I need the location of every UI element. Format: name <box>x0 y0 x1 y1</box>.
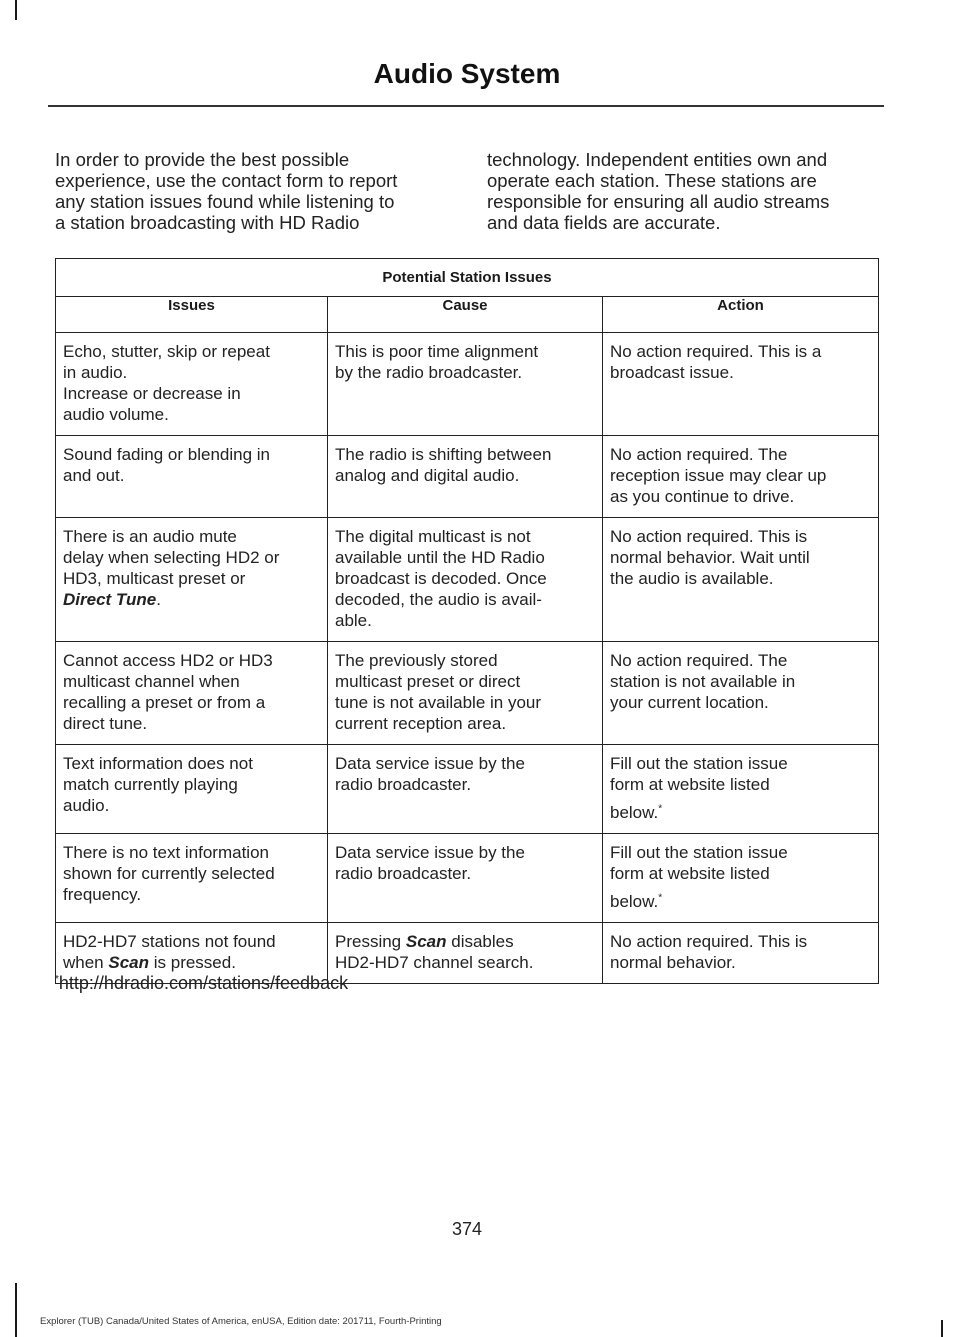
cell-line: No action required. The <box>610 445 788 464</box>
column-header-action: Action <box>603 297 879 333</box>
header-divider <box>48 105 884 107</box>
cell-line: audio volume. <box>63 405 169 424</box>
cell-line: station is not available in <box>610 672 796 691</box>
issue-cell <box>56 518 328 642</box>
cell-line: form at website listed <box>610 775 770 794</box>
intro-line: a station broadcasting with HD Radio <box>55 212 360 233</box>
action-cell <box>603 518 879 642</box>
footnote-marker: * <box>55 974 59 985</box>
action-cell <box>603 923 879 984</box>
table-row <box>56 333 879 436</box>
cell-line: Fill out the station issue <box>610 843 788 862</box>
cell-line: Text information does not <box>63 754 253 773</box>
action-cell <box>603 333 879 436</box>
cell-line: as you continue to drive. <box>610 487 795 506</box>
cell-line <box>335 931 596 952</box>
table-row <box>56 745 879 834</box>
cell-line <box>610 891 872 912</box>
edition-footer: Explorer (TUB) Canada/United States of America, enUSA, Edition date: 201711, Fourth-Printing <box>40 1316 442 1327</box>
table-row <box>56 518 879 642</box>
cell-text: Pressing <box>335 932 406 951</box>
intro-line: any station issues found while listening to <box>55 191 395 212</box>
cell-line: radio broadcaster. <box>335 864 472 883</box>
cell-text: below. <box>610 803 659 822</box>
cell-line: There is no text information <box>63 843 269 862</box>
cell-line <box>610 802 872 823</box>
cell-line: match currently playing <box>63 775 238 794</box>
cell-line: delay when selecting HD2 or <box>63 548 280 567</box>
cause-cell <box>328 333 603 436</box>
cell-line: analog and digital audio. <box>335 466 520 485</box>
cell-text: disables <box>446 932 514 951</box>
footnote-url: http://hdradio.com/stations/feedback <box>58 973 349 993</box>
issue-cell <box>56 333 328 436</box>
direct-tune-term: Direct Tune <box>63 590 157 609</box>
cell-line: HD2-HD7 stations not found <box>63 932 276 951</box>
intro-line: responsible for ensuring all audio streams <box>487 191 830 212</box>
cell-line: by the radio broadcaster. <box>335 363 523 382</box>
cell-line: normal behavior. Wait until <box>610 548 810 567</box>
cause-cell <box>328 834 603 923</box>
column-header-cause: Cause <box>328 297 603 333</box>
intro-line: experience, use the contact form to report <box>55 170 398 191</box>
cell-line: Data service issue by the <box>335 754 525 773</box>
cell-line: available until the HD Radio <box>335 548 545 567</box>
cell-text: below. <box>610 892 659 911</box>
intro-left-column <box>55 149 455 233</box>
cause-cell <box>328 642 603 745</box>
cell-line: radio broadcaster. <box>335 775 472 794</box>
cell-line: shown for currently selected <box>63 864 275 883</box>
footnote-marker: * <box>658 892 663 904</box>
issue-cell <box>56 642 328 745</box>
cell-line: direct tune. <box>63 714 148 733</box>
table-row <box>56 436 879 518</box>
intro-line: operate each station. These stations are <box>487 170 817 191</box>
cell-line: frequency. <box>63 885 142 904</box>
cell-text: is pressed. <box>149 953 236 972</box>
cell-line: No action required. This is <box>610 527 808 546</box>
cause-cell <box>328 745 603 834</box>
cell-line: HD2-HD7 channel search. <box>335 953 534 972</box>
table-row <box>56 642 879 745</box>
cell-line: The digital multicast is not <box>335 527 531 546</box>
crop-mark-top-left <box>15 0 17 20</box>
cause-cell <box>328 518 603 642</box>
cell-line <box>63 952 321 973</box>
intro-right-column <box>487 149 881 233</box>
cell-line: reception issue may clear up <box>610 466 827 485</box>
issue-cell <box>56 834 328 923</box>
cell-line: broadcast is decoded. Once <box>335 569 547 588</box>
cell-line: Cannot access HD2 or HD3 <box>63 651 273 670</box>
cell-line: Sound fading or blending in <box>63 445 270 464</box>
station-issues-table <box>55 258 879 984</box>
crop-mark-bottom-right <box>941 1320 943 1337</box>
cell-line: able. <box>335 611 372 630</box>
scan-term: Scan <box>405 932 447 951</box>
cell-line: form at website listed <box>610 864 770 883</box>
cause-cell <box>328 436 603 518</box>
action-cell <box>603 834 879 923</box>
footnote <box>55 973 348 994</box>
cell-line: multicast preset or direct <box>335 672 521 691</box>
action-cell <box>603 745 879 834</box>
cell-line: and out. <box>63 466 125 485</box>
cell-line: tune is not available in your <box>335 693 542 712</box>
cell-text: . <box>156 590 161 609</box>
intro-line: and data fields are accurate. <box>487 212 721 233</box>
cell-line: current reception area. <box>335 714 507 733</box>
column-header-issues: Issues <box>56 297 328 333</box>
scan-term: Scan <box>108 953 150 972</box>
cell-line: HD3, multicast preset or <box>63 569 246 588</box>
cell-line: No action required. The <box>610 651 788 670</box>
cell-line: This is poor time alignment <box>335 342 539 361</box>
cell-line: Increase or decrease in <box>63 384 241 403</box>
cell-line <box>63 589 321 610</box>
issue-cell <box>56 745 328 834</box>
cell-line: The previously stored <box>335 651 498 670</box>
cell-line: multicast channel when <box>63 672 240 691</box>
table-row <box>56 834 879 923</box>
cell-line: No action required. This is <box>610 932 808 951</box>
action-cell <box>603 436 879 518</box>
page-number: 374 <box>451 1219 483 1239</box>
cause-cell <box>328 923 603 984</box>
cell-line: the audio is available. <box>610 569 774 588</box>
cell-line: There is an audio mute <box>63 527 237 546</box>
intro-line: In order to provide the best possible <box>55 149 350 170</box>
cell-line: No action required. This is a <box>610 342 822 361</box>
cell-line: Data service issue by the <box>335 843 525 862</box>
table-title: Potential Station Issues <box>56 259 879 297</box>
cell-line: Echo, stutter, skip or repeat <box>63 342 270 361</box>
action-cell <box>603 642 879 745</box>
cell-line: your current location. <box>610 693 769 712</box>
cell-line: normal behavior. <box>610 953 736 972</box>
page-title: Audio System <box>373 58 561 89</box>
cell-line: decoded, the audio is avail- <box>335 590 542 609</box>
cell-line: audio. <box>63 796 110 815</box>
intro-line: technology. Independent entities own and <box>487 149 828 170</box>
cell-line: broadcast issue. <box>610 363 734 382</box>
cell-line: The radio is shifting between <box>335 445 552 464</box>
crop-mark-bottom-left <box>15 1283 17 1337</box>
cell-text: when <box>63 953 109 972</box>
footnote-marker: * <box>658 803 663 815</box>
cell-line: Fill out the station issue <box>610 754 788 773</box>
issue-cell <box>56 436 328 518</box>
cell-line: recalling a preset or from a <box>63 693 266 712</box>
cell-line: in audio. <box>63 363 128 382</box>
